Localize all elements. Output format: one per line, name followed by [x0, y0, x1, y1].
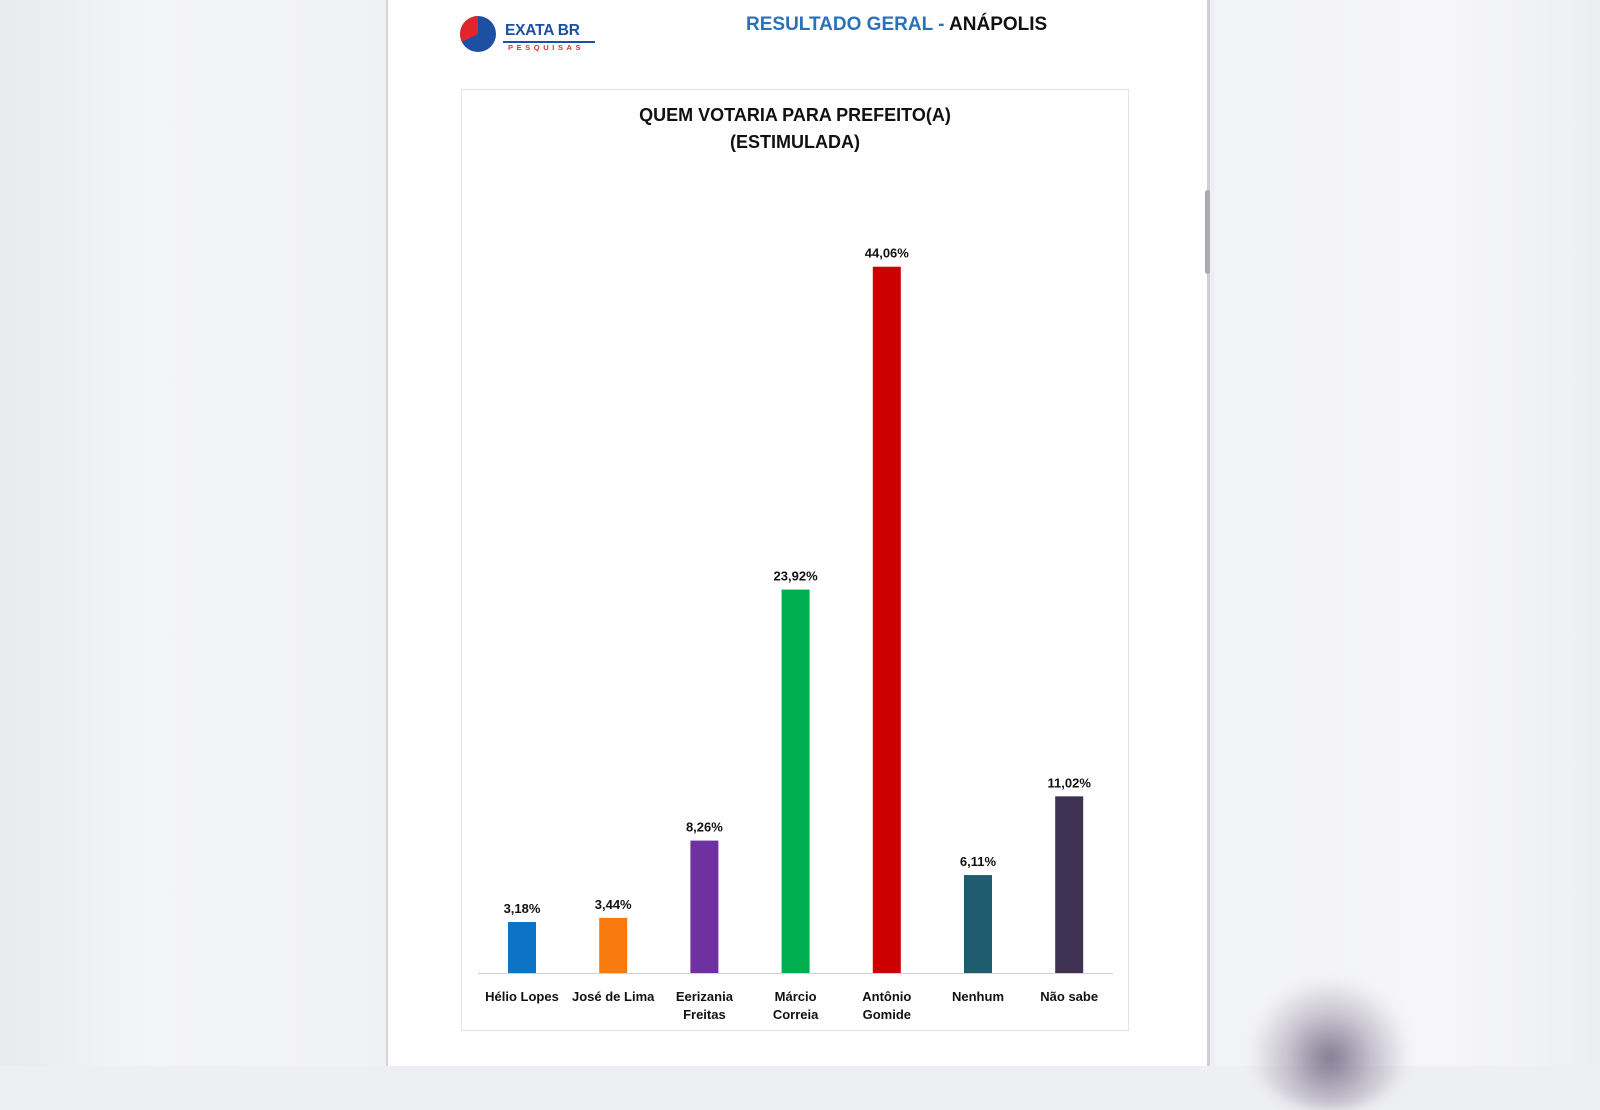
category-label-1-0: José de Lima: [572, 989, 655, 1004]
category-label-3-1: Correia: [772, 1007, 819, 1022]
scrollbar-thumb[interactable]: [1205, 190, 1210, 274]
bar-chart: [461, 89, 1129, 1031]
bar-0: [508, 922, 536, 973]
background-right: [1214, 0, 1600, 1066]
data-label-1: 3,44%: [594, 896, 632, 912]
data-label-2: 8,26%: [685, 819, 723, 835]
chart-title-line1: QUEM VOTARIA PARA PREFEITO(A): [639, 105, 951, 125]
page-title: [746, 14, 1047, 36]
data-label-5: 6,11%: [959, 854, 997, 870]
logo-pie-icon: [458, 16, 500, 54]
bar-2: [690, 841, 718, 973]
blurred-object: [1250, 980, 1410, 1110]
category-label-2-1: Freitas: [683, 1007, 726, 1022]
title-city: ANÁPOLIS: [949, 14, 1048, 35]
category-label-4-1: Gomide: [862, 1007, 912, 1022]
category-label-5-0: Nenhum: [952, 989, 1004, 1004]
bar-5: [964, 875, 992, 973]
background-left: [0, 0, 388, 1066]
chart-title-line2: (ESTIMULADA): [730, 132, 860, 152]
data-label-0: 3,18%: [503, 901, 541, 917]
title-prefix: RESULTADO GERAL -: [746, 14, 950, 35]
logo-subtitle: PESQUISAS: [508, 43, 585, 52]
category-label-2-0: Eerizania: [675, 989, 733, 1004]
category-label-0-0: Hélio Lopes: [485, 989, 559, 1004]
category-label-4-0: Antônio: [862, 989, 912, 1004]
logo-name: EXATA BR: [505, 22, 580, 39]
data-label-6: 11,02%: [1047, 775, 1091, 791]
data-label-3: 23,92%: [773, 568, 818, 584]
category-label-3-0: Márcio: [774, 989, 817, 1004]
bar-3: [782, 590, 810, 973]
bar-1: [599, 918, 627, 973]
bar-6: [1055, 796, 1083, 973]
bar-4: [873, 267, 901, 973]
category-label-6-0: Não sabe: [1040, 989, 1099, 1004]
exata-logo: [458, 16, 598, 54]
data-label-4: 44,06%: [864, 245, 909, 261]
